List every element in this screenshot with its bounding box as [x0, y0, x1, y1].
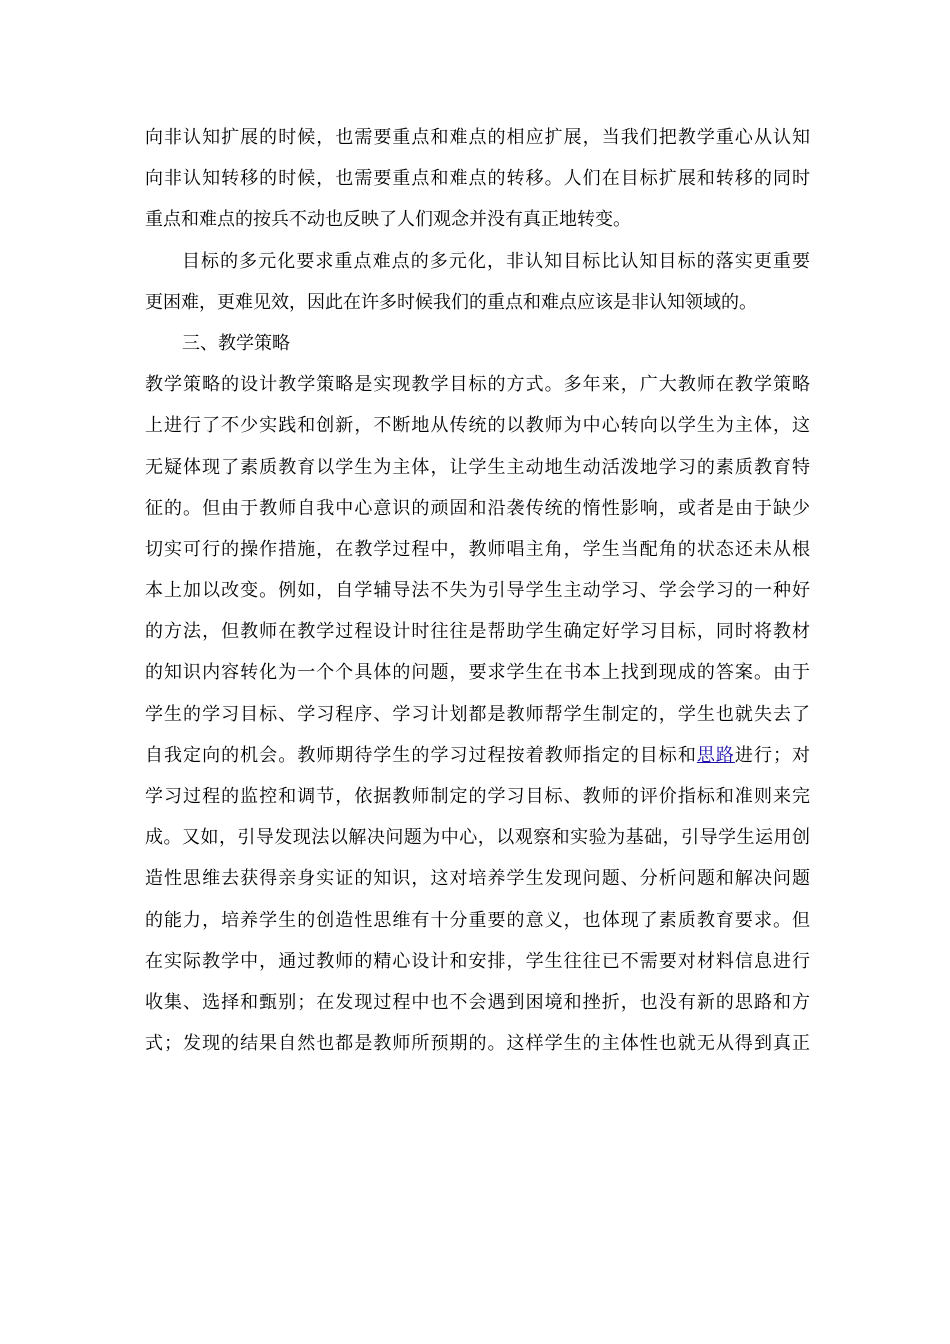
section-heading: 三、教学策略	[182, 332, 290, 354]
text-line: 的方法，但教师在教学过程设计时往往是帮助学生确定好学习目标，同时将教材	[145, 621, 810, 643]
text-line: 重点和难点的按兵不动也反映了人们观念并没有真正地转变。	[145, 209, 631, 231]
text-line: 更困难，更难见效，因此在许多时候我们的重点和难点应该是非认知领域的。	[145, 291, 757, 313]
text-line: 的能力，培养学生的创造性思维有十分重要的意义，也体现了素质教育要求。但	[145, 909, 810, 931]
text-line: 在实际教学中，通过教师的精心设计和安排，学生往往已不需要对材料信息进行	[145, 950, 810, 972]
text-line: 学习过程的监控和调节，依据教师制定的学习目标、教师的评价指标和准则来完	[145, 786, 810, 807]
text-line: 向非认知转移的时候，也需要重点和难点的转移。人们在目标扩展和转移的同时	[145, 168, 810, 190]
text-line: 的知识内容转化为一个个具体的问题，要求学生在书本上找到现成的答案。由于	[145, 662, 810, 684]
text-segment: 自我定向的机会。教师期待学生的学习过程按着教师指定的目标和	[145, 744, 697, 766]
text-line: 征的。但由于教师自我中心意识的顽固和沿袭传统的惰性影响，或者是由于缺少	[145, 497, 810, 519]
document-body	[145, 117, 810, 1064]
text-line: 切实可行的操作措施，在教学过程中，教师唱主角，学生当配角的状态还未从根	[145, 538, 810, 560]
text-line: 学生的学习目标、学习程序、学习计划都是教师帮学生制定的，学生也就失去了	[145, 703, 810, 725]
text-line: 向非认知扩展的时候，也需要重点和难点的相应扩展，当我们把教学重心从认知	[145, 127, 810, 148]
text-line-with-link	[145, 735, 810, 776]
text-line: 成。又如，引导发现法以解决问题为中心，以观察和实验为基础，引导学生运用创	[145, 827, 810, 849]
silu-link[interactable]: 思路	[696, 744, 735, 766]
text-line: 本上加以改变。例如，自学辅导法不失为引导学生主动学习、学会学习的一种好	[145, 580, 810, 602]
text-line: 造性思维去获得亲身实证的知识，这对培养学生发现问题、分析问题和解决问题	[145, 868, 810, 890]
text-line: 式；发现的结果自然也都是教师所预期的。这样学生的主体性也就无从得到真正	[145, 1033, 810, 1055]
text-line: 无疑体现了素质教育以学生为主体，让学生主动地生动活泼地学习的素质教育特	[145, 456, 810, 478]
text-line: 教学策略的设计教学策略是实现教学目标的方式。多年来，广大教师在教学策略	[145, 374, 810, 396]
text-line: 上进行了不少实践和创新，不断地从传统的以教师为中心转向以学生为主体，这	[145, 415, 810, 437]
text-line: 收集、选择和甄别；在发现过程中也不会遇到困境和挫折，也没有新的思路和方	[145, 991, 810, 1013]
text-segment: 进行；对	[734, 744, 811, 766]
text-line: 目标的多元化要求重点难点的多元化，非认知目标比认知目标的落实更重要	[182, 250, 810, 272]
